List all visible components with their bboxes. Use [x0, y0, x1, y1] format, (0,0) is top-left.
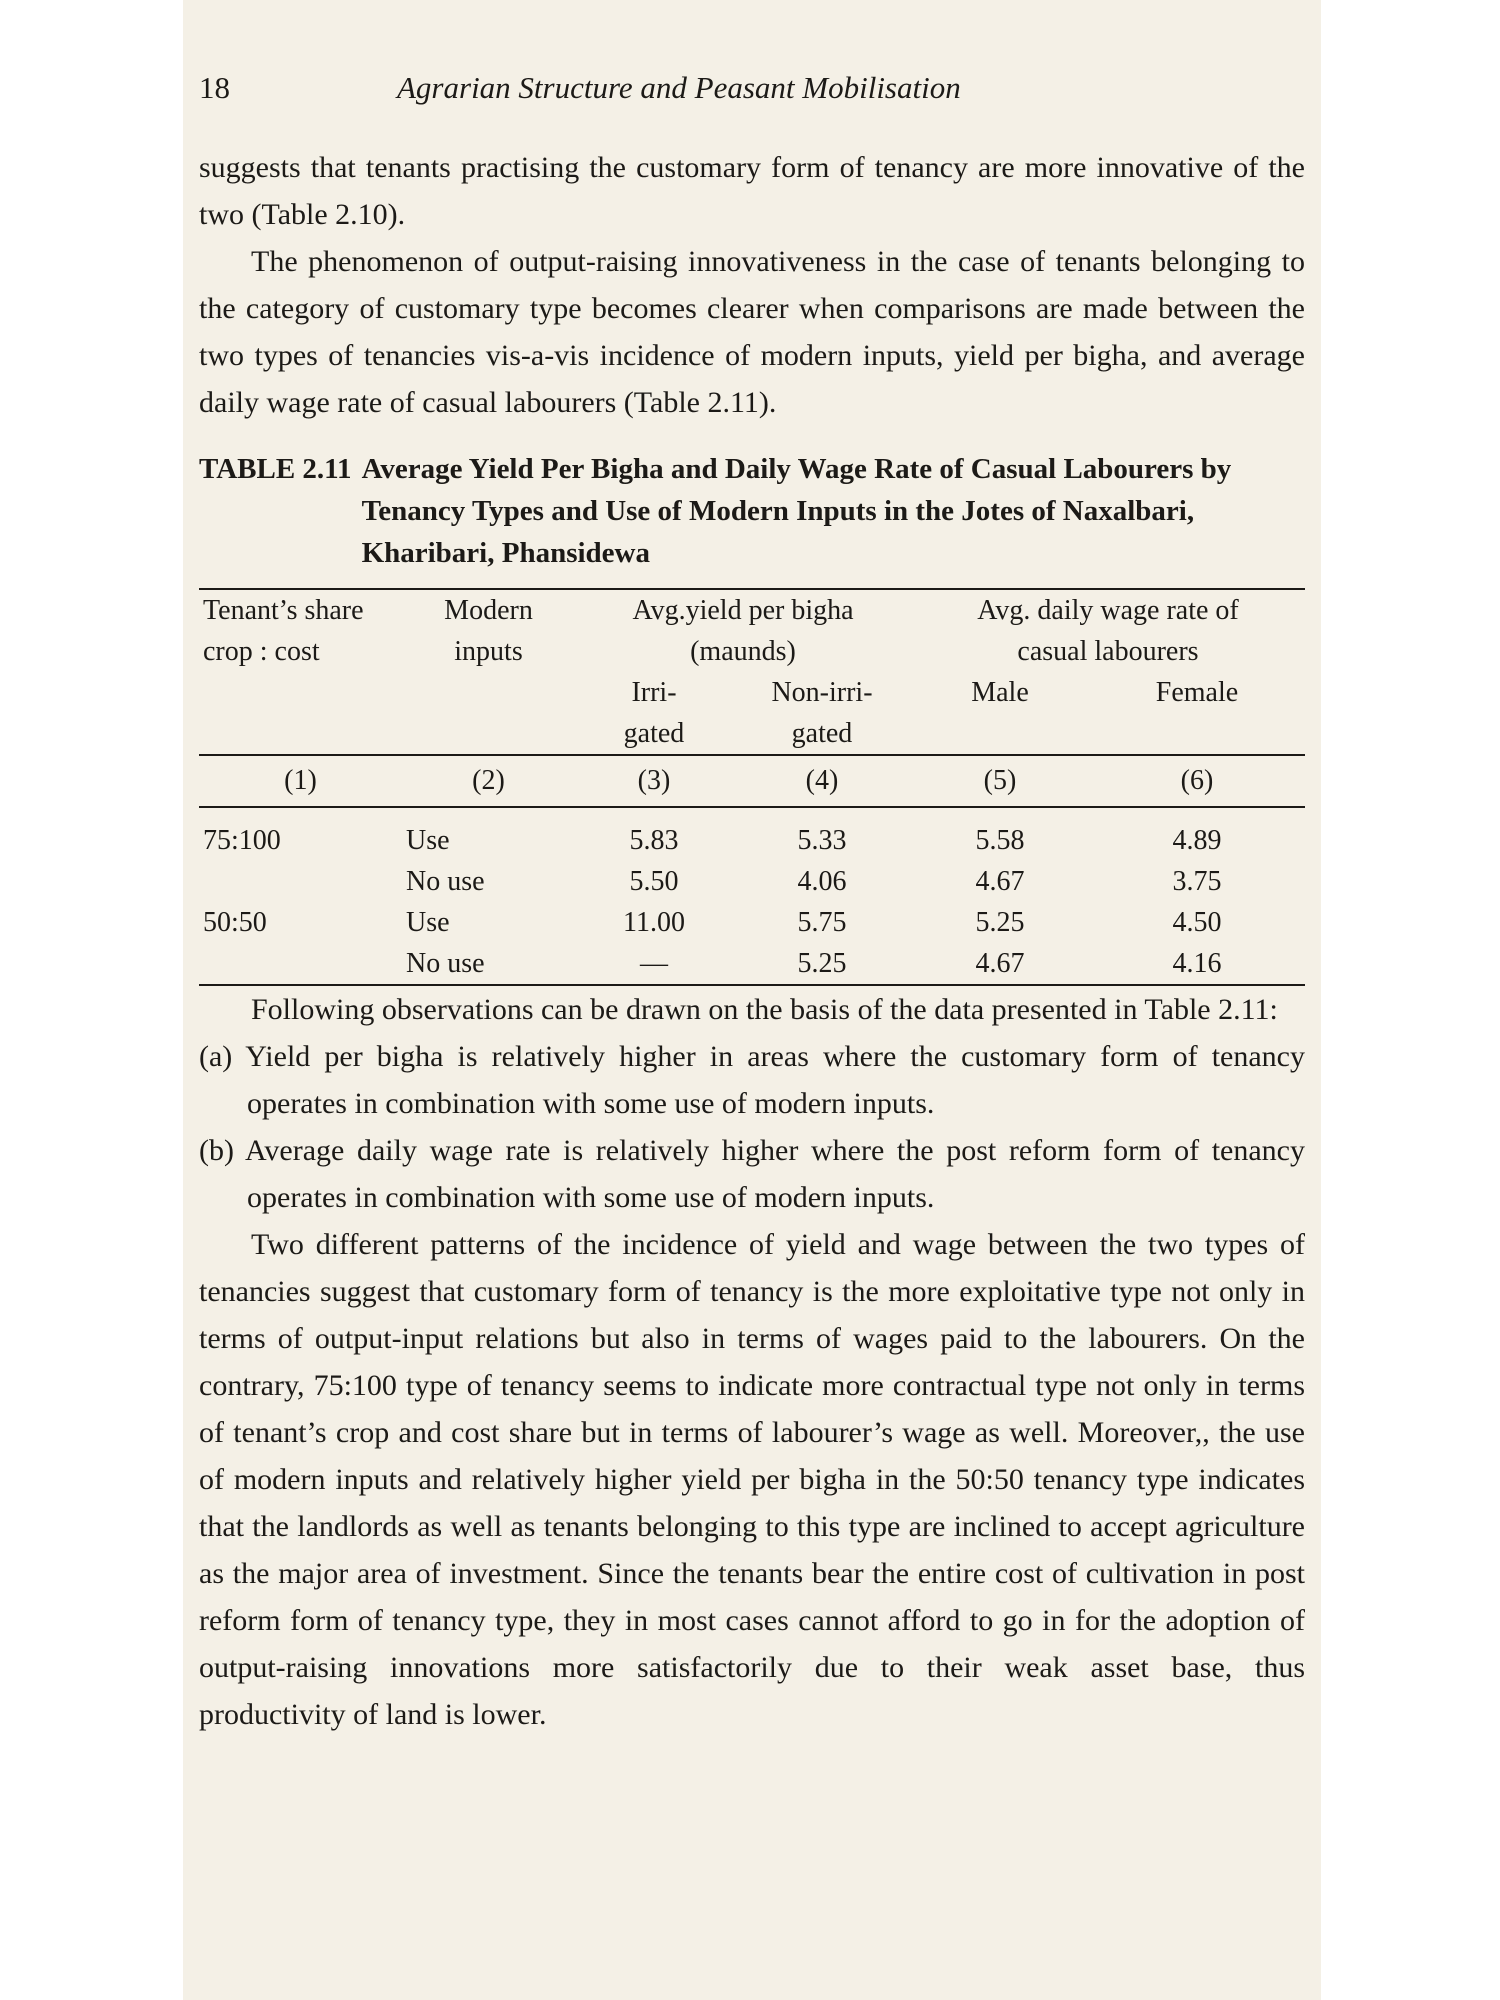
table-title: Average Yield Per Bigha and Daily Wage Rate of Casual Labourers by Tenancy Types and Use of Modern Inputs in the Jotes of Naxalbari, Kharibari, Phansidewa [361, 453, 1232, 569]
cell-inputs: No use [402, 943, 575, 985]
cell-nonirrigated: 5.33 [797, 824, 847, 856]
running-head [199, 62, 1305, 114]
table-row [199, 902, 1305, 943]
header-nonirrigated-2: gated [791, 717, 853, 749]
header-casual: casual labourers [1017, 635, 1199, 667]
table-header-row [199, 631, 1305, 672]
observation-b: (b) Average daily wage rate is relatively higher where the post reform form of tenancy operates in combination with some use of modern inputs. [199, 1134, 1305, 1214]
column-number: (2) [402, 755, 575, 807]
page-number: 18 [199, 70, 230, 105]
cell-male: 5.25 [975, 906, 1025, 938]
cell-nonirrigated: 5.25 [733, 943, 911, 985]
cell-irrigated: — [575, 943, 733, 985]
column-number: (6) [1089, 755, 1305, 807]
cell-share [199, 861, 402, 902]
header-inputs: inputs [454, 635, 523, 667]
header-yield: Avg.yield per bigha [575, 589, 911, 631]
table-row [199, 943, 1305, 985]
column-number: (4) [733, 755, 911, 807]
cell-female: 4.50 [1172, 906, 1222, 938]
cell-nonirrigated: 5.75 [797, 906, 847, 938]
yield-wage-table [199, 588, 1305, 986]
header-wage: Avg. daily wage rate of [911, 589, 1305, 631]
header-maunds: (maunds) [690, 635, 796, 667]
table-header-row [199, 589, 1305, 631]
column-number: (3) [575, 755, 733, 807]
page-content [199, 62, 1305, 1738]
table-header-row [199, 672, 1305, 713]
observation-a: (a) Yield per bigha is relatively higher in areas where the customary form of tenancy operates in combination with some use of modern inputs. [199, 1040, 1305, 1120]
book-title: Agrarian Structure and Peasant Mobilisation [397, 70, 961, 105]
cell-share: 75:100 [203, 824, 281, 856]
cell-inputs: Use [406, 824, 450, 856]
cell-male: 5.58 [975, 824, 1025, 856]
cell-inputs: No use [406, 865, 485, 897]
cell-irrigated: 11.00 [623, 906, 685, 938]
table-row [199, 820, 1305, 861]
header-male: Male [971, 676, 1029, 708]
header-irrigated: Irri- [631, 676, 677, 708]
table-label: TABLE 2.11 [199, 453, 352, 485]
cell-female: 4.16 [1089, 943, 1305, 985]
cell-share [199, 943, 402, 985]
cell-male: 4.67 [975, 865, 1025, 897]
cell-share: 50:50 [203, 906, 267, 938]
table-header-row [199, 713, 1305, 755]
paragraph-continued: suggests that tenants practising the customary form of tenancy are more innovative of the two (Table 2.10). [199, 151, 1305, 231]
table-row [199, 861, 1305, 902]
cell-nonirrigated: 4.06 [797, 865, 847, 897]
header-nonirrigated: Non-irri- [771, 676, 873, 708]
header-female: Female [1155, 676, 1239, 708]
book-page [183, 0, 1321, 2000]
cell-irrigated: 5.50 [629, 865, 679, 897]
paragraph-innovativeness: The phenomenon of output-raising innovativeness in the case of tenants belonging to the category of customary type becomes clearer when comparisons are made between the two types of tenancies vis-a-vis incidence of modern inputs, yield per bigha, and average daily wage rate of casual labourers (Table 2.11). [199, 245, 1305, 419]
header-share-2: crop : cost [203, 635, 320, 667]
column-number-row [199, 755, 1305, 807]
column-number: (5) [911, 755, 1089, 807]
header-share: Tenant’s share [199, 589, 402, 631]
cell-inputs: Use [406, 906, 450, 938]
cell-irrigated: 5.83 [629, 824, 679, 856]
header-irrigated-2: gated [623, 717, 685, 749]
cell-male: 4.67 [911, 943, 1089, 985]
cell-female: 4.89 [1172, 824, 1222, 856]
cell-female: 3.75 [1172, 865, 1222, 897]
column-number: (1) [199, 755, 402, 807]
header-modern: Modern [402, 589, 575, 631]
closing-paragraph: Two different patterns of the incidence of yield and wage between the two types of tenancies suggest that customary form of tenancy is the more exploitative type not only in terms of output-input relations but also in terms of wages paid to the labourers. On the contrary, 75:100 type of tenancy seems to indicate more contractual type not only in terms of tenant’s crop and cost share but in terms of labourer’s wage as well. Moreover,, the use of modern inputs and relatively higher yield per bigha in the 50:50 tenancy type indicates that the landlords as well as tenants belonging to this type are inclined to accept agriculture as the major area of investment. Since the tenants bear the entire cost of cultivation in post reform form of tenancy type, they in most cases cannot afford to go in for the adoption of output-raising innovations more satisfactorily due to their weak asset base, thus productivity of land is lower. [199, 1228, 1305, 1731]
table-caption [199, 448, 1305, 574]
observations-intro: Following observations can be drawn on the basis of the data presented in Table 2.11: [251, 993, 1278, 1026]
